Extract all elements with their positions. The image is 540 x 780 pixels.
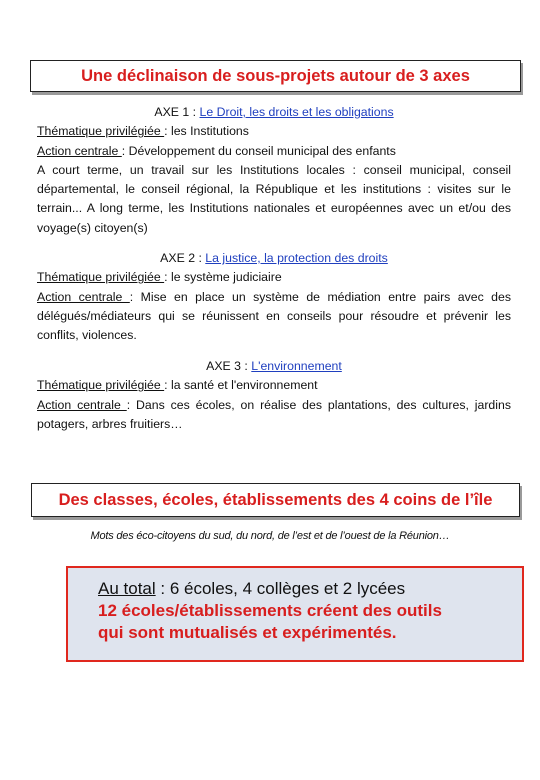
axe-1-block: [37, 103, 511, 238]
axe-3-action: [37, 396, 511, 435]
total-line-2: 12 écoles/établissements créent des outils: [98, 601, 442, 620]
axe-1-thematique: [37, 122, 511, 141]
axe-2-action: [37, 288, 511, 346]
axe-3-prefix: AXE 3 :: [206, 359, 252, 373]
axe-2-prefix: AXE 2 :: [160, 251, 206, 265]
section-title-schools: [31, 483, 520, 517]
section-title-schools-text: Des classes, écoles, établissements des 4 coins de l’île: [58, 490, 493, 509]
axe-3-heading: [37, 357, 511, 376]
axe-2-action-value: : Mise en place un système de médiation entre pairs avec des délégués/médiateurs qui se réunissent en conseils pour résoudre et prévenir les conflits, violences.: [37, 289, 511, 343]
axe-1-thematique-value: : les Institutions: [164, 124, 249, 139]
axe-3-action-label: Action centrale: [37, 397, 127, 412]
axe-1-action-label: Action centrale: [37, 143, 122, 158]
axe-2-action-label: Action centrale: [37, 289, 130, 304]
section-title-axes: [30, 60, 521, 92]
axe-1-body: A court terme, un travail sur les Institutions locales : conseil municipal, conseil départemental, le conseil régional, la République et les institutions : visites sur le terrain... A long terme, les Institutions nationales et européennes avec un et/ou des voyage(s) citoyen(s): [37, 162, 511, 235]
axe-3-thematique-value: : la santé et l'environnement: [164, 378, 318, 393]
axe-1-thematique-label: Thématique privilégiée: [37, 124, 165, 139]
axe-3-block: [37, 357, 511, 434]
total-value: : 6 écoles, 4 collèges et 2 lycées: [155, 579, 406, 598]
axe-2-link[interactable]: La justice, la protection des droits: [205, 251, 388, 265]
axe-1-action-value: : Développement du conseil municipal des enfants: [121, 143, 396, 158]
section-title-axes-text: Une déclinaison de sous-projets autour de 3 axes: [81, 66, 470, 85]
total-summary-box: [66, 566, 524, 662]
axe-2-thematique-label: Thématique privilégiée: [37, 270, 165, 285]
total-line-1: [98, 578, 522, 600]
axe-1-heading: [37, 103, 511, 122]
axe-3-thematique-label: Thématique privilégiée: [37, 378, 165, 393]
total-label: Au total: [98, 579, 156, 598]
axe-2-heading: [37, 249, 511, 268]
axe-2-thematique: [37, 268, 511, 287]
axe-1-action: [37, 142, 511, 161]
axe-3-thematique: [37, 376, 511, 395]
axe-3-action-value: : Dans ces écoles, on réalise des plantations, des cultures, jardins potagers, arbres fruitiers…: [37, 397, 511, 431]
axe-2-block: [37, 249, 511, 345]
subtitle-caption: Mots des éco-citoyens du sud, du nord, de l’est et de l’ouest de la Réunion…: [90, 530, 450, 542]
axe-1-prefix: AXE 1 :: [154, 105, 200, 119]
axe-2-thematique-value: : le système judiciaire: [164, 270, 282, 285]
axe-1-link[interactable]: Le Droit, les droits et les obligations: [199, 105, 394, 119]
total-line-3: qui sont mutualisés et expérimentés.: [98, 623, 397, 642]
axe-3-link[interactable]: L'environnement: [251, 359, 342, 373]
